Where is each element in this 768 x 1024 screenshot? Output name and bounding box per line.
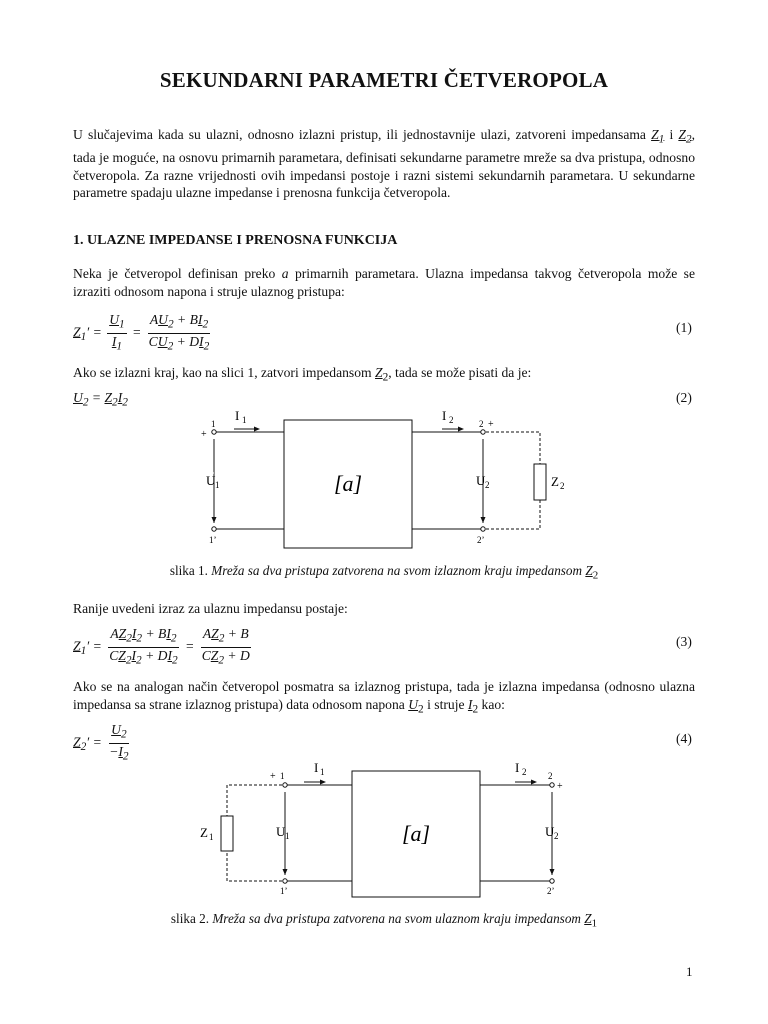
terminal-2p <box>481 527 485 531</box>
label-U1: U <box>206 473 216 488</box>
intro-text-b: i <box>669 127 674 142</box>
equation-2: $U_2 = Z_2I_2$ <box>73 390 128 409</box>
intro-text-a: U slučajevima kada su ulazni, odnosno izlazni pristup, ili jednostavnije ulazi, zatvoreni impedansama <box>73 127 646 142</box>
figure-1-caption: slika 1. Mreža sa dva pristupa zatvorena na svom izlaznom kraju impedansom $Z_2$ <box>169 563 599 582</box>
svg-text:1: 1 <box>242 415 247 425</box>
svg-text:2: 2 <box>449 415 454 425</box>
page-number: 1 <box>686 964 693 979</box>
section-heading: 1. ULAZNE IMPEDANSE I PRENOSNA FUNKCIJA <box>73 233 398 248</box>
section1-paragraph-2: Ako se izlazni kraj, kao na slici 1, zatvori impedansom $Z_2$, tada se može pisati da je: <box>73 365 532 384</box>
z1-symbol: $Z_1$ <box>651 127 665 146</box>
svg-text:2: 2 <box>485 480 490 490</box>
svg-text:U: U <box>276 824 286 839</box>
svg-text:1: 1 <box>209 832 214 842</box>
svg-text:I: I <box>515 760 520 775</box>
node-2: 2 <box>479 419 484 429</box>
load-impedance-Z2 <box>534 464 546 500</box>
terminal-1p <box>212 527 216 531</box>
svg-text:1: 1 <box>285 831 290 841</box>
box-label: [a] <box>333 471 363 496</box>
node-2p: 2’ <box>477 535 485 545</box>
label-U2: U <box>476 473 486 488</box>
equation-4: $Z_2'$ = $\frac{U_2}{-I_2}$ <box>73 722 129 763</box>
label-Z2: Z <box>551 474 559 489</box>
terminal-1 <box>212 430 216 434</box>
svg-text:I: I <box>314 760 319 775</box>
section1-paragraph <box>73 265 695 300</box>
node-1p: 1’ <box>209 535 217 545</box>
svg-text:2: 2 <box>560 481 565 491</box>
equation-3: $Z_1'$ = $\frac{AZ_2I_2 + BI_2}{CZ_2I_2 + DI_2}$ = $\frac{AZ_2 + B}{CZ_2 + D}$ <box>73 626 250 667</box>
equation-1: $Z_1'$ = $\frac{U_1}{I_1}$ = $\frac{AU_2 + BI_2}{CU_2 + DI_2}$ <box>73 312 210 353</box>
p1-text-a: Neka je četveropol definisan preko <box>73 266 276 281</box>
caption-2-prefix: slika 2. <box>170 911 210 926</box>
label-Z1: Z <box>200 825 208 840</box>
intro-text-c: , tada je moguće, na osnovu primarnih parametara, definisati sekundarne parametre mreže sa dva pristupa, odnosno četveropola. Za razne vrijednosti ovih impedansi postoje i razni sistemi sekundarnih parametara. U sekundarne parametre spadaju ulazne impedanse i prenosna funkcija četveropola. <box>73 127 695 201</box>
plus-1: + <box>201 429 207 440</box>
a-symbol: a <box>281 266 289 281</box>
label-I1: I <box>235 408 240 423</box>
svg-text:+: + <box>488 419 494 430</box>
equation-3-number: (3) <box>676 634 692 649</box>
figure-2-caption: slika 2. Mreža sa dva pristupa zatvorena na svom ulaznom kraju impedansom $Z_1$ <box>170 911 598 930</box>
svg-text:2: 2 <box>548 771 553 781</box>
figure-2-diagram <box>190 758 590 898</box>
p4-text-a: Ako se na analogan način četveropol posmatra sa izlaznog pristupa, tada je izlazna impedansa (odnosno ulazna impedansa sa strane izlaznog pristupa) data odnosom napona <box>73 679 695 712</box>
svg-text:1: 1 <box>320 767 325 777</box>
node-1: 1 <box>211 419 216 429</box>
figure-1-diagram <box>190 405 590 550</box>
p1-text-b: primarnih parametara. Ulazna impedansa takvog četveropola može se izraziti odnosom napona i struje ulaznog pristupa: <box>73 266 695 299</box>
label-I2: I <box>442 408 447 423</box>
svg-text:1: 1 <box>215 480 220 490</box>
equation-1-number: (1) <box>676 320 692 335</box>
svg-text:2: 2 <box>522 767 527 777</box>
terminal-2 <box>481 430 485 434</box>
caption-2-text: Mreža sa dva pristupa zatvorena na svom ulaznom kraju impedansom <box>212 911 581 926</box>
svg-text:+: + <box>270 771 276 782</box>
page-title: SEKUNDARNI PARAMETRI ČETVEROPOLA <box>159 68 609 92</box>
source-impedance-Z1 <box>221 816 233 851</box>
caption-1-prefix: slika 1. <box>169 563 208 578</box>
svg-text:U: U <box>545 824 555 839</box>
svg-text:+: + <box>557 781 563 792</box>
section1-paragraph-4: Ako se na analogan način četveropol posmatra sa izlaznog pristupa, tada je izlazna impedansa (odnosno ulazna impedansa sa strane izlaznog pristupa) data odnosom napona $U_2$ i struje $I_2$ kao: <box>73 679 695 716</box>
caption-1-text: Mreža sa dva pristupa zatvorena na svom izlaznom kraju impedansom <box>211 563 583 578</box>
p2-text-b: , tada se može pisati da je: <box>388 365 532 380</box>
p4-text-c: kao: <box>481 696 505 712</box>
equation-4-number: (4) <box>676 731 692 746</box>
svg-text:1: 1 <box>280 771 285 781</box>
svg-text:1’: 1’ <box>280 886 288 896</box>
equation-2-number: (2) <box>676 390 692 405</box>
svg-text:2’: 2’ <box>547 886 555 896</box>
box-label-2: [a] <box>401 821 431 846</box>
section1-paragraph-3: Ranije uvedeni izraz za ulaznu impedansu postaje: <box>73 601 348 616</box>
p2-text: Ako se izlazni kraj, kao na slici 1, zatvori impedansom <box>73 365 372 380</box>
intro-paragraph <box>73 126 695 202</box>
z2-symbol: $Z_2$ <box>678 127 692 146</box>
svg-text:2: 2 <box>554 831 559 841</box>
p4-text-b: i struje <box>427 696 465 712</box>
